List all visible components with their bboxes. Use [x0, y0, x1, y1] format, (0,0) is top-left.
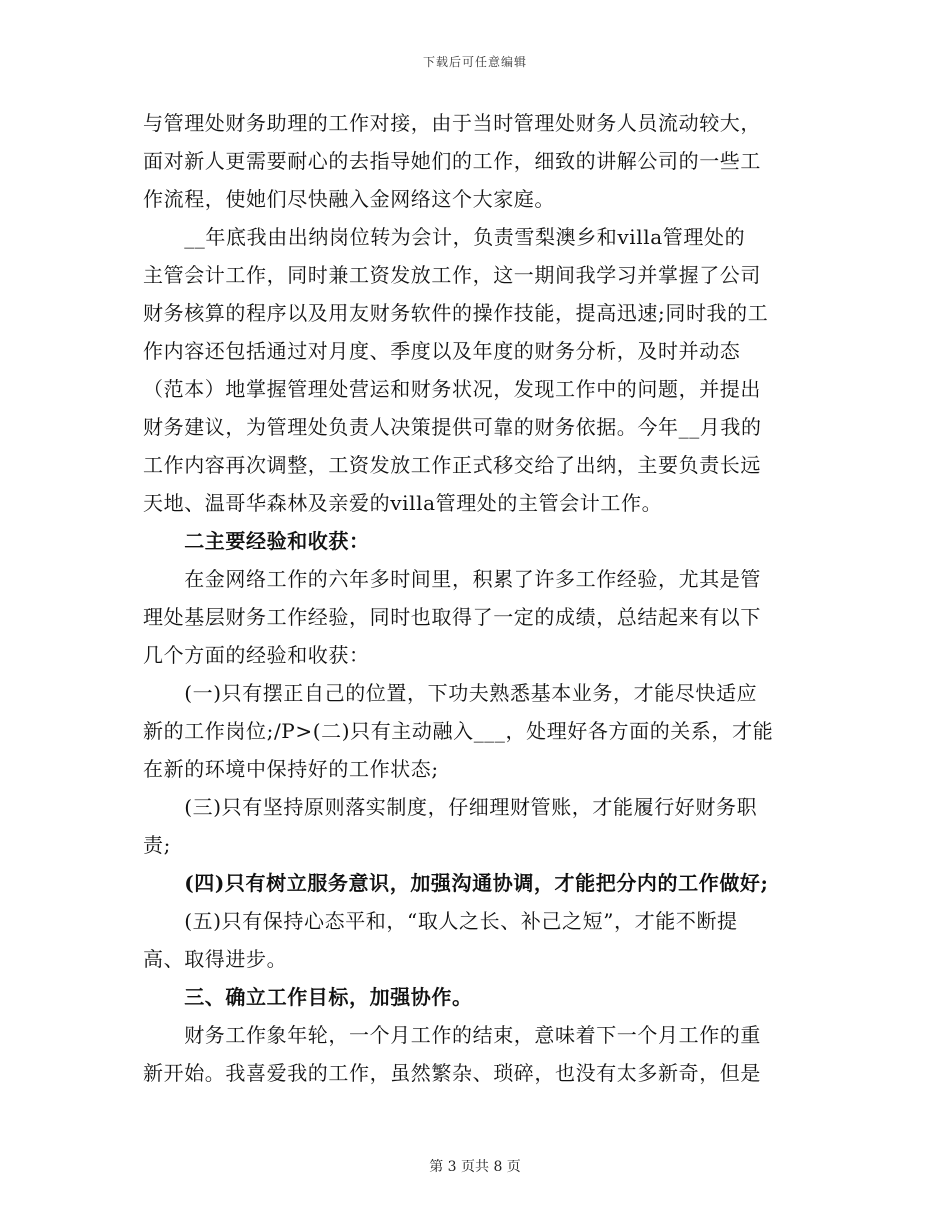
text-line: 作内容还包括通过对月度、季度以及年度的财务分析，及时并动态 — [143, 339, 741, 363]
text-line: （范本）地掌握管理处营运和财务状况，发现工作中的问题，并提出 — [143, 377, 761, 401]
page-footer: 第 3 页共 8 页 — [429, 1159, 521, 1175]
text-line: 责; — [143, 833, 171, 857]
text-line: 理处基层财务工作经验，同时也取得了一定的成绩，总结起来有以下 — [143, 605, 761, 629]
text-line: (四)只有树立服务意识，加强沟通协调，才能把分内的工作做好; — [143, 871, 769, 895]
text-line: 工作内容再次调整，工资发放工作正式移交给了出纳，主要负责长远 — [143, 453, 761, 477]
text-line: 财务工作象年轮，一个月工作的结束，意味着下一个月工作的重 — [143, 1023, 761, 1047]
text-line: 在金网络工作的六年多时间里，积累了许多工作经验，尤其是管 — [143, 567, 761, 591]
text-line: 面对新人更需要耐心的去指导她们的工作，细致的讲解公司的一些工 — [143, 149, 761, 173]
text-line: (一)只有摆正自己的位置，下功夫熟悉基本业务，才能尽快适应 — [143, 681, 758, 705]
text-line: 三、确立工作目标，加强协作。 — [143, 985, 473, 1009]
text-line: 在新的环境中保持好的工作状态; — [143, 757, 439, 781]
text-line: 几个方面的经验和收获： — [143, 643, 370, 667]
text-line: (三)只有坚持原则落实制度，仔细理财管账，才能履行好财务职 — [143, 795, 758, 819]
text-line: 高、取得进步。 — [143, 947, 288, 971]
text-line: (五)只有保持心态平和，“取人之长、补己之短”，才能不断提 — [143, 909, 738, 933]
body-text — [143, 104, 808, 1092]
text-line: 二主要经验和收获： — [143, 529, 370, 553]
page-header: 下载后可任意编辑 — [422, 55, 527, 69]
text-line: 主管会计工作，同时兼工资发放工作，这一期间我学习并掌握了公司 — [143, 263, 761, 287]
text-line: 作流程，使她们尽快融入金网络这个大家庭。 — [143, 187, 555, 211]
text-line: 新开始。我喜爱我的工作，虽然繁杂、琐碎，也没有太多新奇，但是 — [143, 1061, 761, 1085]
text-line: 与管理处财务助理的工作对接，由于当时管理处财务人员流动较大， — [143, 111, 761, 135]
text-line: 天地、温哥华森林及亲爱的villa管理处的主管会计工作。 — [143, 491, 663, 515]
text-line: 财务建议，为管理处负责人决策提供可靠的财务依据。今年__月我的 — [143, 415, 762, 439]
text-line: __年底我由出纳岗位转为会计，负责雪梨澳乡和villa管理处的 — [143, 225, 746, 249]
text-line: 新的工作岗位;/P>(二)只有主动融入___，处理好各方面的关系，才能 — [143, 719, 774, 743]
text-line: 财务核算的程序以及用友财务软件的操作技能，提高迅速;同时我的工 — [143, 301, 769, 325]
